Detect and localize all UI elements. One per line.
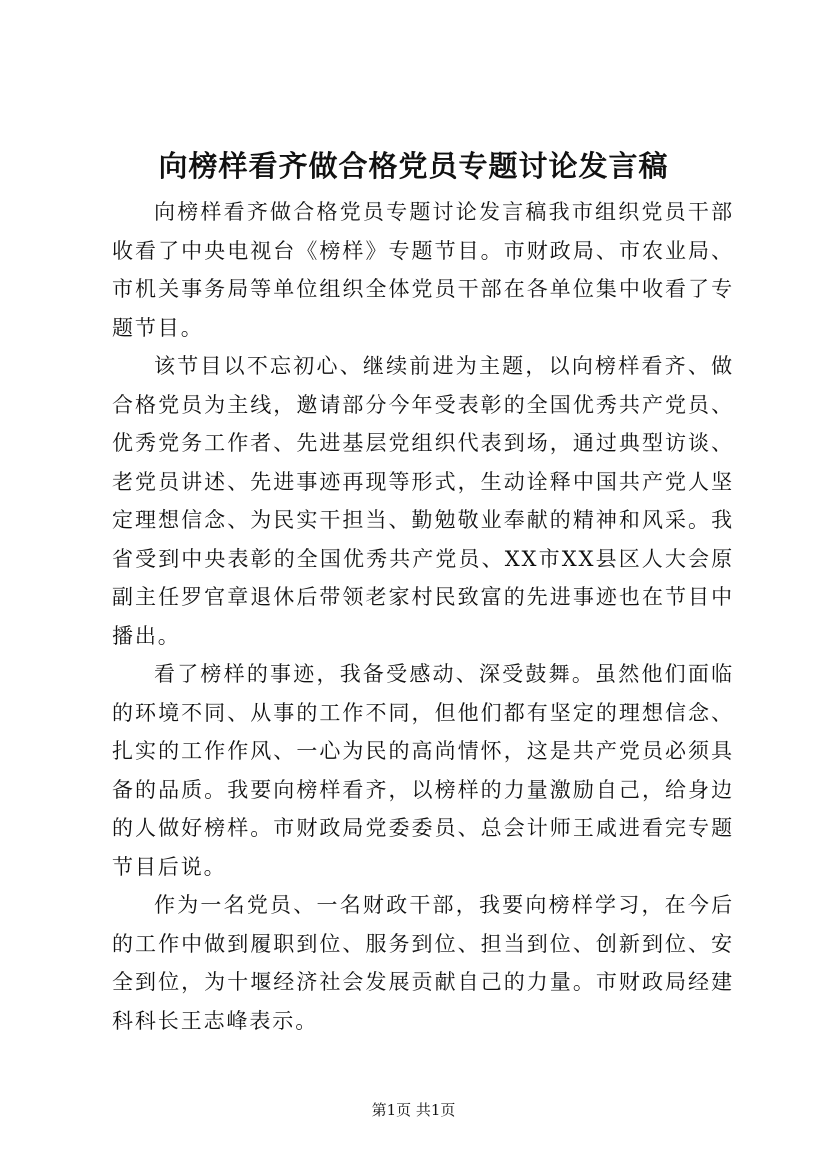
paragraph-4: 作为一名党员、一名财政干部，我要向榜样学习，在今后的工作中做到履职到位、服务到位、担当到位、创新到位、安全到位，为十堰经济社会发展贡献自己的力量。市财政局经建科科长王志峰表示。 (112, 893, 734, 1033)
paragraph-3: 看了榜样的事迹，我备受感动、深受鼓舞。虽然他们面临的环境不同、从事的工作不同，但他们都有坚定的理想信念、扎实的工作作风、一心为民的高尚情怀，这是共产党员必须具备的品质。我要向榜样看齐，以榜样的力量激励自己，给身边的人做好榜样。市财政局党委委员、总会计师王咸进看完专题节目后说。 (112, 662, 734, 879)
document-body (112, 193, 734, 1040)
document-title: 向榜样看齐做合格党员专题讨论发言稿 (158, 149, 669, 183)
paragraph-2: 该节目以不忘初心、继续前进为主题，以向榜样看齐、做合格党员为主线，邀请部分今年受表彰的全国优秀共产党员、优秀党务工作者、先进基层党组织代表到场，通过典型访谈、老党员讲述、先进事迹再现等形式，生动诠释中国共产党人坚定理想信念、为民实干担当、勤勉敬业奉献的精神和风采。我省受到中央表彰的全国优秀共产党员、XX市XX县区人大会原副主任罗官章退休后带领老家村民致富的先进事迹也在节目中播出。 (112, 354, 734, 648)
paragraph-1: 向榜样看齐做合格党员专题讨论发言稿我市组织党员干部收看了中央电视台《榜样》专题节目。市财政局、市农业局、市机关事务局等单位组织全体党员干部在各单位集中收看了专题节目。 (112, 200, 734, 340)
page-footer: 第1页 共1页 (371, 1101, 456, 1119)
